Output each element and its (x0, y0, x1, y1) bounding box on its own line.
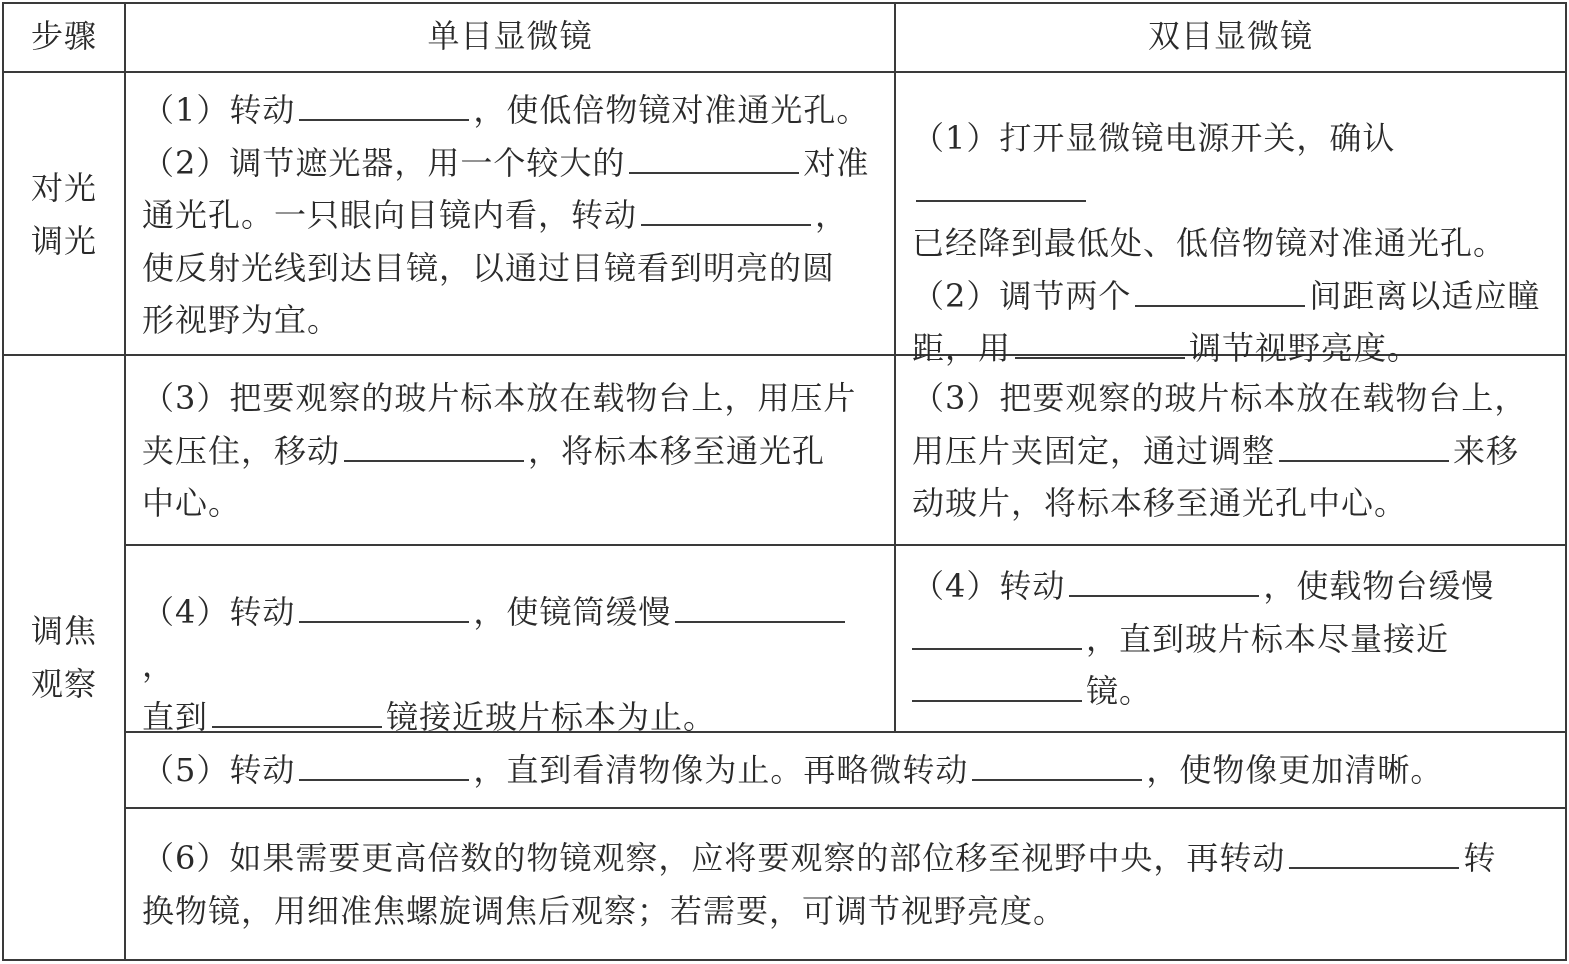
bino-step1-text-a: （1）打开显微镜电源开关，确认 (912, 119, 1396, 157)
row-divider-step5-step6 (125, 807, 1566, 809)
mono-step2-text-b: 对准 (803, 143, 870, 182)
answer-blank[interactable] (912, 666, 1082, 702)
mono-step2-line1 (142, 137, 882, 190)
bino-step4-line3 (912, 665, 1557, 718)
row-label-light-line1: 对光 (30, 169, 97, 207)
bino-step3-line3: 动玻片，将标本移至通光孔中心。 (912, 484, 1408, 522)
answer-blank[interactable] (972, 745, 1142, 781)
mono-step1 (142, 84, 882, 137)
header-steps (4, 10, 124, 63)
row-label-focus-line1: 调焦 (30, 612, 97, 650)
mono-step3-line2 (142, 425, 882, 478)
answer-blank[interactable] (912, 614, 1082, 650)
answer-blank[interactable] (299, 587, 469, 623)
mono-step3-line3: 中心。 (142, 484, 242, 522)
mono-step4-cell (142, 586, 882, 744)
table-border-right (1565, 2, 1567, 961)
bino-step4-text-a: （4）转动 (912, 567, 1066, 605)
header-bino-microscope (896, 10, 1565, 63)
mono-step2-line2 (142, 189, 882, 242)
mono-step4-text-c: ， (142, 645, 176, 684)
mono-step2-line3: 使反射光线到达目镜，以通过目镜看到明亮的圆 (142, 248, 836, 287)
bino-step1-line2: 已经降到最低处、低倍物镜对准通光孔。 (912, 224, 1507, 262)
bino-light-cell (912, 112, 1557, 375)
bino-step3-text-c: 来移 (1453, 431, 1520, 470)
step6-line1 (142, 832, 1554, 885)
answer-blank[interactable] (212, 692, 382, 728)
table-border-bottom (2, 959, 1566, 961)
bino-step3-line1: （3）把要观察的玻片标本放在载物台上， (912, 379, 1528, 417)
bino-step3-line2 (912, 425, 1557, 478)
answer-blank[interactable] (1015, 323, 1185, 359)
row-label-light (4, 162, 124, 267)
row-label-focus-line2: 观察 (30, 664, 97, 703)
bino-step4-cell (912, 560, 1557, 718)
row-label-focus (4, 605, 124, 710)
step6-text-b: 转 (1463, 839, 1497, 877)
answer-blank[interactable] (629, 138, 799, 174)
bino-step2-line2 (912, 322, 1557, 375)
mono-step4-text-b: ，使镜筒缓慢 (473, 593, 672, 631)
header-divider (2, 71, 1566, 73)
bino-step2-text-c: 距，用 (912, 329, 1012, 367)
answer-blank[interactable] (344, 426, 524, 462)
mono-step2-line4: 形视野为宜。 (142, 301, 341, 339)
table-border-left (2, 2, 4, 961)
answer-blank[interactable] (299, 745, 469, 781)
mono-step1-text-b: ，使低倍物镜对准通光孔。 (473, 91, 870, 129)
mono-step2-text-a: （2）调节遮光器，用一个较大的 (142, 143, 626, 182)
header-mono-microscope (126, 10, 894, 63)
answer-blank[interactable] (1279, 426, 1449, 462)
bino-step1-line1 (912, 112, 1557, 217)
header-bino-text: 双目显微镜 (1147, 17, 1313, 55)
step6-text-a: （6）如果需要更高倍数的物镜观察，应将要观察的部位移至视野中央，再转动 (142, 839, 1286, 877)
bino-step3-text-b: 用压片夹固定，通过调整 (912, 431, 1276, 470)
step5-cell (142, 744, 1552, 797)
step5-text-c: ，使物像更加清晰。 (1146, 751, 1444, 789)
step6-cell (142, 832, 1554, 937)
row-label-light-line2: 调光 (30, 221, 97, 260)
mono-light-cell (142, 84, 882, 347)
mono-step4-line2 (142, 691, 882, 744)
bino-step2-text-b: 间距离以适应瞳 (1309, 276, 1541, 315)
bino-step2-line1 (912, 270, 1557, 323)
column-divider-mono-bino (894, 2, 896, 733)
mono-step3-text-b: 夹压住，移动 (142, 431, 341, 470)
mono-step3-line1: （3）把要观察的玻片标本放在载物台上，用压片 (142, 379, 857, 417)
bino-step4-text-c: ，直到玻片标本尽量接近 (1086, 619, 1450, 658)
header-steps-text: 步骤 (30, 17, 97, 55)
bino-step4-text-d: 镜。 (1086, 672, 1153, 710)
mono-step3-cell (142, 372, 882, 530)
row-divider-step3-step4 (125, 544, 1566, 546)
mono-step4-text-d: 直到 (142, 698, 209, 736)
bino-step4-line2 (912, 613, 1557, 666)
header-mono-text: 单目显微镜 (427, 17, 593, 55)
answer-blank[interactable] (1135, 271, 1305, 307)
answer-blank[interactable] (916, 166, 1086, 202)
mono-step4-line1 (142, 586, 882, 691)
answer-blank[interactable] (299, 85, 469, 121)
bino-step4-text-b: ，使载物台缓慢 (1263, 567, 1495, 605)
mono-step1-text-a: （1）转动 (142, 91, 296, 129)
mono-step2-text-c: 通光孔。一只眼向目镜内看，转动 (142, 196, 638, 234)
step5-text-a: （5）转动 (142, 751, 296, 789)
step6-line2: 换物镜，用细准焦螺旋调焦后观察；若需要，可调节视野亮度。 (142, 891, 1067, 930)
answer-blank[interactable] (675, 587, 845, 623)
mono-step2-text-d: ， (815, 196, 849, 234)
mono-step3-text-c: ，将标本移至通光孔 (528, 431, 826, 470)
bino-step4-line1 (912, 560, 1557, 613)
bino-step2-text-d: 调节视野亮度。 (1189, 329, 1421, 367)
answer-blank[interactable] (1069, 561, 1259, 597)
bino-step2-text-a: （2）调节两个 (912, 276, 1132, 315)
step5-text-b: ，直到看清物像为止。再略微转动 (473, 751, 969, 789)
table-border-top (2, 2, 1566, 4)
mono-step4-text-e: 镜接近玻片标本为止。 (386, 698, 717, 736)
answer-blank[interactable] (1289, 833, 1459, 869)
mono-step4-text-a: （4）转动 (142, 593, 296, 631)
bino-step3-cell (912, 372, 1557, 530)
answer-blank[interactable] (641, 190, 811, 226)
column-divider-steps (124, 2, 126, 961)
